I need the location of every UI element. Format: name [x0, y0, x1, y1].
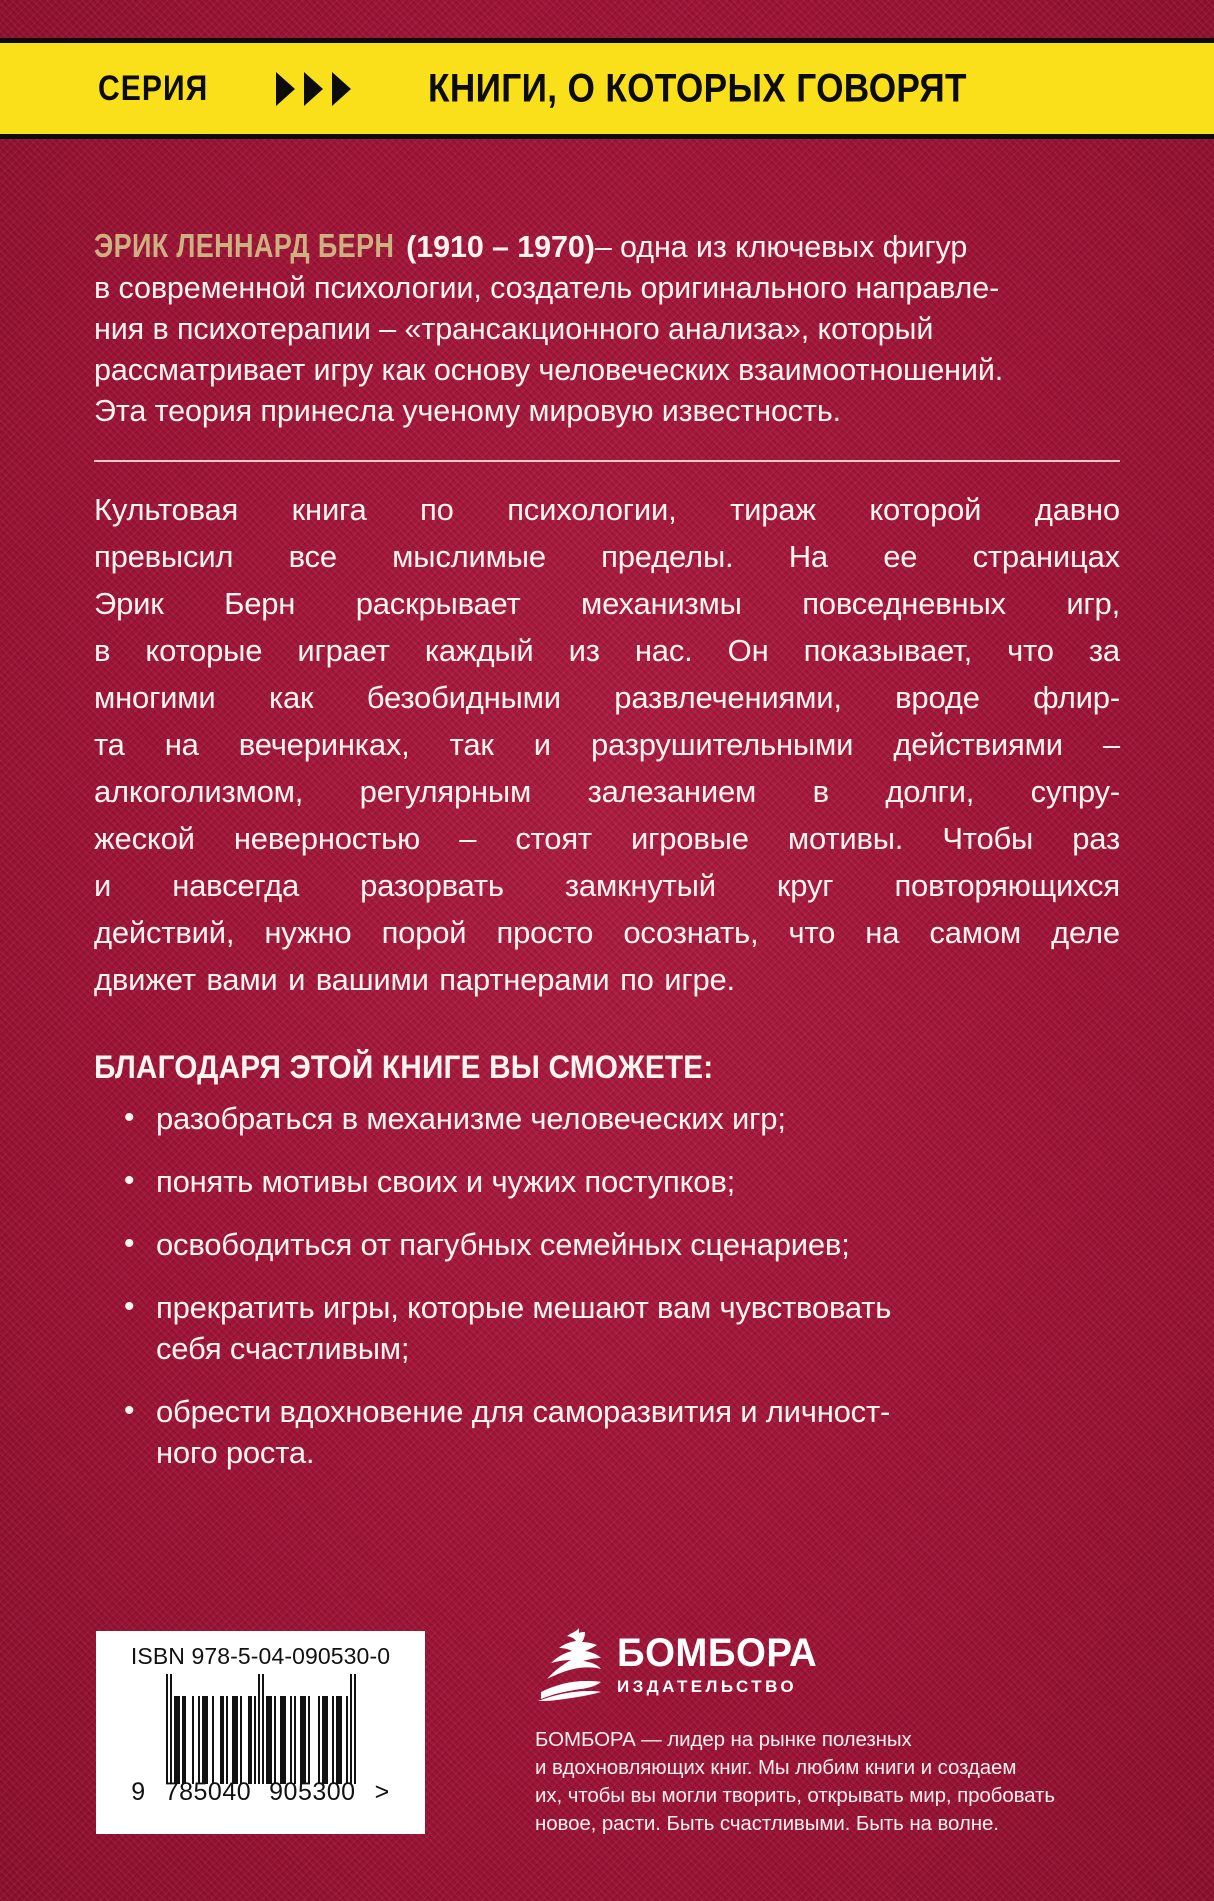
- blurb-word: действиями: [893, 727, 1063, 762]
- blurb-word: порой: [381, 915, 467, 950]
- blurb-word: пределы.: [601, 539, 734, 574]
- publisher-description-line: и вдохновляющих книг. Мы любим книги и создаем: [535, 1756, 1017, 1779]
- blurb-word: превысил: [94, 539, 234, 574]
- publisher-subtitle: ИЗДАТЕЛЬСТВО: [617, 1677, 797, 1696]
- benefit-item: [122, 1161, 1120, 1202]
- blurb-word: психологии,: [507, 492, 677, 527]
- triple-chevron-right-icon: [276, 72, 351, 106]
- blurb-word: долги,: [885, 774, 975, 809]
- blurb-word: навсегда: [172, 868, 300, 903]
- blurb-word: та: [94, 727, 125, 762]
- blurb-word: разрушительными: [590, 727, 854, 762]
- blurb-word: что: [1007, 633, 1054, 668]
- blurb-word: многими: [94, 680, 216, 715]
- benefit-text: освободиться от пагубных семейных сценариев;: [156, 1227, 850, 1262]
- blurb-word: игр,: [1066, 586, 1120, 621]
- blurb-word: нас.: [634, 633, 693, 668]
- blurb-word: вами: [206, 962, 278, 997]
- publisher-description: [535, 1726, 1125, 1838]
- blurb-word: флир-: [1033, 680, 1120, 715]
- blurb-word: каждый: [424, 633, 534, 668]
- blurb-word: нужно: [264, 915, 352, 950]
- isbn-barcode: [96, 1631, 425, 1834]
- benefit-text: обрести вдохновение для саморазвития и личност-: [156, 1394, 891, 1429]
- series-title: КНИГИ, О КОТОРЫХ ГОВОРЯТ: [428, 66, 967, 110]
- bombora-wave-logo-icon: [535, 1626, 601, 1704]
- benefits-heading: БЛАГОДАРЯ ЭТОЙ КНИГЕ ВЫ СМОЖЕТЕ:: [94, 1049, 714, 1085]
- publisher-names: [617, 1632, 826, 1698]
- benefits-list: [94, 1098, 1120, 1473]
- blurb-word: –: [459, 821, 477, 856]
- blurb-word: и: [94, 868, 112, 903]
- blurb-word: как: [268, 680, 314, 715]
- blurb-word: в: [94, 633, 111, 668]
- series-label: СЕРИЯ: [98, 68, 209, 108]
- barcode-bar: [354, 1674, 356, 1784]
- blurb-word: Берн: [224, 586, 296, 621]
- blurb-word: раз: [1072, 821, 1120, 856]
- bio-line-1: в современной психологии, создатель оригинального направле-: [94, 271, 1000, 305]
- publisher-name: БОМБОРА: [617, 1631, 818, 1675]
- benefit-text: прекратить игры, которые мешают вам чувствовать: [156, 1290, 892, 1325]
- blurb-word: Он: [727, 633, 769, 668]
- blurb-word: повседневных: [802, 586, 1006, 621]
- blurb-word: за: [1088, 633, 1120, 668]
- blurb-word: ее: [883, 539, 918, 574]
- blurb-word: алкоголизмом,: [94, 774, 304, 809]
- chevron-right-icon-2: [304, 72, 323, 106]
- blurb-word: механизмы: [581, 586, 742, 621]
- blurb-word: тираж: [730, 492, 816, 527]
- blurb-word: самом: [929, 915, 1021, 950]
- blurb-word: в: [812, 774, 829, 809]
- benefit-item: [122, 1391, 1120, 1473]
- author-dates: (1910 – 1970): [406, 230, 595, 264]
- blurb-word: Чтобы: [942, 821, 1034, 856]
- blurb-word: залезанием: [587, 774, 757, 809]
- series-banner: [0, 38, 1214, 139]
- blurb-word: супру-: [1030, 774, 1120, 809]
- blurb-line: [94, 909, 1120, 956]
- blurb-word: просто: [496, 915, 594, 950]
- blurb-word: разорвать: [360, 868, 504, 903]
- blurb-word: так: [449, 727, 494, 762]
- benefit-text: разобраться в механизме человеческих игр;: [156, 1101, 786, 1136]
- blurb-word: по: [420, 492, 454, 527]
- blurb-line: [94, 815, 1120, 862]
- blurb-word: регулярным: [359, 774, 532, 809]
- publisher-description-line: новое, расти. Быть счастливыми. Быть на волне.: [535, 1812, 999, 1835]
- blurb-word: которые: [145, 633, 263, 668]
- bio-line-4: Эта теория принесла ученому мировую известность.: [94, 394, 841, 428]
- blurb-line: [94, 768, 1120, 815]
- cover-content: [94, 225, 1120, 1495]
- benefit-item: [122, 1098, 1120, 1139]
- blurb-line: [94, 580, 1120, 627]
- author-bio: [94, 225, 1120, 432]
- blurb-word: игровые: [631, 821, 749, 856]
- blurb-word: замкнутый: [564, 868, 716, 903]
- blurb-word: на: [164, 727, 199, 762]
- blurb-line: [94, 674, 1120, 721]
- publisher-block: [535, 1626, 1125, 1838]
- blurb-word: повторяющихся: [894, 868, 1120, 903]
- chevron-right-icon-3: [332, 72, 351, 106]
- blurb-line: [94, 533, 1120, 580]
- blurb-word: жеской: [94, 821, 195, 856]
- barcode-digit-group-1: 785040: [164, 1778, 252, 1806]
- blurb-word: Культовая: [94, 492, 239, 527]
- blurb-word: деле: [1051, 915, 1120, 950]
- section-divider: [94, 460, 1120, 462]
- blurb-word: из: [568, 633, 600, 668]
- publisher-description-line: БОМБОРА — лидер на рынке полезных: [535, 1728, 912, 1751]
- benefit-text-cont: ного роста.: [156, 1435, 315, 1470]
- benefit-text: понять мотивы своих и чужих поступков;: [156, 1164, 736, 1199]
- blurb-word: вечеринках,: [238, 727, 410, 762]
- cover-footer: [0, 1626, 1214, 1901]
- blurb-line: [94, 862, 1120, 909]
- blurb-word: безобидными: [366, 680, 561, 715]
- blurb-word: осознать,: [623, 915, 759, 950]
- barcode-digit-group-2: 905300: [269, 1778, 356, 1806]
- blurb-word: стоят: [515, 821, 592, 856]
- blurb-word: круг: [776, 868, 834, 903]
- bio-line-2: ния в психотерапии – «трансакционного анализа», который: [94, 312, 934, 346]
- barcode-digit-left: 9: [131, 1778, 146, 1806]
- blurb-word: вашими: [315, 962, 429, 997]
- blurb-word: и: [288, 962, 306, 997]
- isbn-text: ISBN 978-5-04-090530-0: [130, 1643, 391, 1669]
- blurb-word: мыслимые: [392, 539, 546, 574]
- blurb-word: игре.: [664, 962, 735, 997]
- blurb-word: движет: [94, 962, 196, 997]
- blurb-word: что: [788, 915, 836, 950]
- blurb-word: давно: [1034, 492, 1120, 527]
- barcode-bar: [310, 1696, 318, 1784]
- blurb-word: все: [288, 539, 337, 574]
- benefit-text-cont: себя счастливым;: [156, 1331, 410, 1366]
- benefit-item: [122, 1224, 1120, 1265]
- bio-line-0: – одна из ключевых фигур: [594, 230, 968, 264]
- blurb-word: Эрик: [94, 586, 164, 621]
- blurb-line: [94, 486, 1120, 533]
- blurb-word: –: [1102, 727, 1120, 762]
- blurb-word: партнерами: [439, 962, 610, 997]
- blurb-line: [94, 721, 1120, 768]
- blurb-word: показывает,: [803, 633, 972, 668]
- barcode-bars-icon: [96, 1674, 425, 1784]
- bio-line-3: рассматривает игру как основу человеческих взаимоотношений.: [94, 353, 1004, 387]
- blurb-word: на: [865, 915, 900, 950]
- barcode-digit-end: >: [374, 1778, 390, 1806]
- blurb-word: страницах: [972, 539, 1120, 574]
- blurb-word: играет: [297, 633, 390, 668]
- blurb-word: по: [620, 962, 654, 997]
- blurb-word: вроде: [895, 680, 980, 715]
- blurb-word: раскрывает: [355, 586, 521, 621]
- blurb-word: На: [788, 539, 828, 574]
- author-name: ЭРИК ЛЕННАРД БЕРН: [94, 227, 395, 264]
- book-blurb: [94, 486, 1120, 1003]
- blurb-word: книга: [291, 492, 367, 527]
- blurb-word: действий,: [94, 915, 235, 950]
- benefit-item: [122, 1287, 1120, 1369]
- publisher-description-line: их, чтобы вы могли творить, открывать мир, пробовать: [535, 1784, 1055, 1807]
- chevron-right-icon-1: [276, 72, 295, 106]
- blurb-word: неверностью: [233, 821, 421, 856]
- blurb-word: которой: [869, 492, 982, 527]
- blurb-line: [94, 627, 1120, 674]
- blurb-word: развлечениями,: [614, 680, 842, 715]
- blurb-word: мотивы.: [787, 821, 904, 856]
- publisher-logo-row: [535, 1626, 1125, 1704]
- blurb-line: [94, 956, 1120, 1003]
- blurb-word: и: [533, 727, 551, 762]
